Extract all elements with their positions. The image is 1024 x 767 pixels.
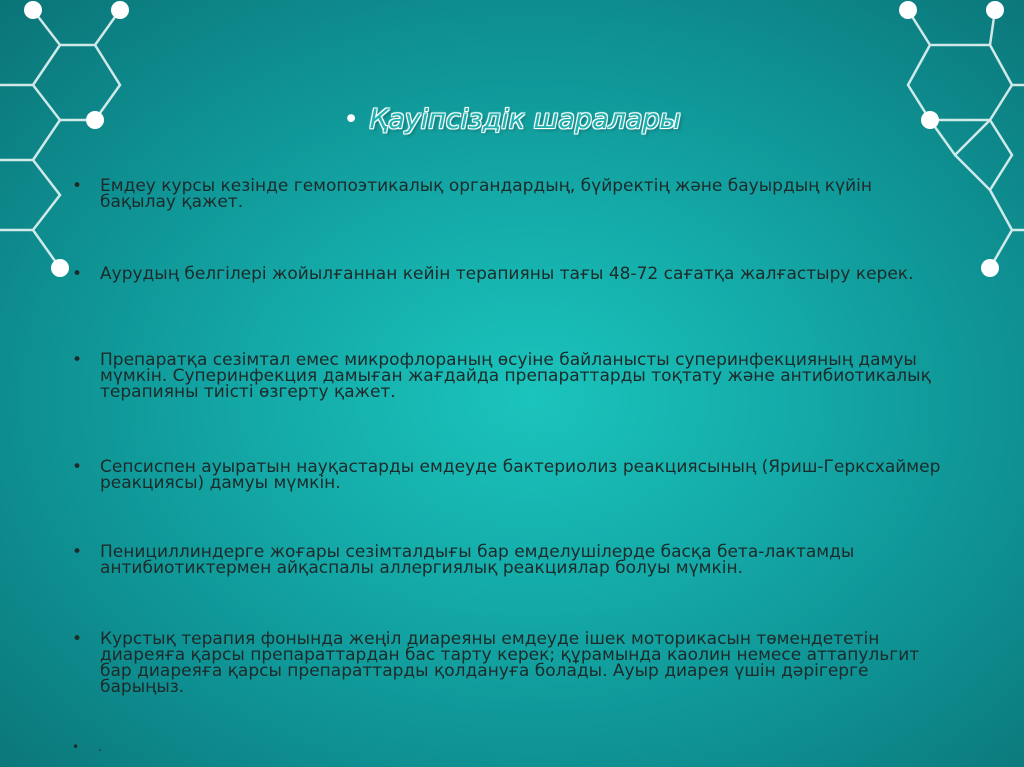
- slide-title: [0, 104, 1024, 135]
- list-bullet: •: [72, 542, 83, 562]
- list-bullet: •: [72, 629, 83, 649]
- list-item: [72, 352, 952, 400]
- list-item: [72, 459, 952, 491]
- list-bullet: •: [72, 264, 83, 284]
- title-text: Қауіпсіздік шаралары: [369, 104, 681, 135]
- list-bullet: •: [72, 457, 83, 477]
- list-item-text: Сепсиспен ауыратын науқастарды емдеуде бактериолиз реакциясының (Яриш-Герксхаймер реакциясы) дамуы мүмкін.: [100, 457, 941, 493]
- list-item: [72, 266, 952, 282]
- title-bullet: •: [343, 104, 360, 135]
- list-item-text: Аурудың белгілері жойылғаннан кейін терапияны тағы 48-72 сағатқа жалғастыру керек.: [100, 264, 914, 284]
- list-item-text: Курстық терапия фонында жеңіл диареяны емдеуде ішек моторикасын төмендететін диареяға қарсы препараттардан бас тарту керек; құрамында каолин немесе аттапульгит бар диареяға қарсы препараттарды қолдануға болады. Ауыр диарея үшін дәрігерге барыңыз.: [100, 629, 920, 697]
- list-item: [72, 178, 952, 210]
- list-item: [72, 631, 952, 695]
- trailing-bullet-mark: •: [72, 740, 80, 754]
- list-item-text: Препаратқа сезімтал емес микрофлораның өсуіне байланысты суперинфекцияның дамуы мүмкін. Суперинфекция дамыған жағдайда препараттарды тоқтату және антибиотикалық терапияны тиісті өзгерту қажет.: [100, 350, 931, 402]
- list-bullet: •: [72, 176, 83, 196]
- trailing-period-mark: .: [98, 740, 102, 754]
- list-item: [72, 544, 952, 576]
- list-item-text: Пенициллиндерге жоғары сезімталдығы бар емделушілерде басқа бета-лактамды антибиотиктермен айқаспалы аллергиялық реакциялар болуы мүмкін.: [100, 542, 855, 578]
- list-bullet: •: [72, 350, 83, 370]
- list-item-text: Емдеу курсы кезінде гемопоэтикалық органдардың, бүйректің және бауырдың күйін бақылау қажет.: [100, 176, 872, 212]
